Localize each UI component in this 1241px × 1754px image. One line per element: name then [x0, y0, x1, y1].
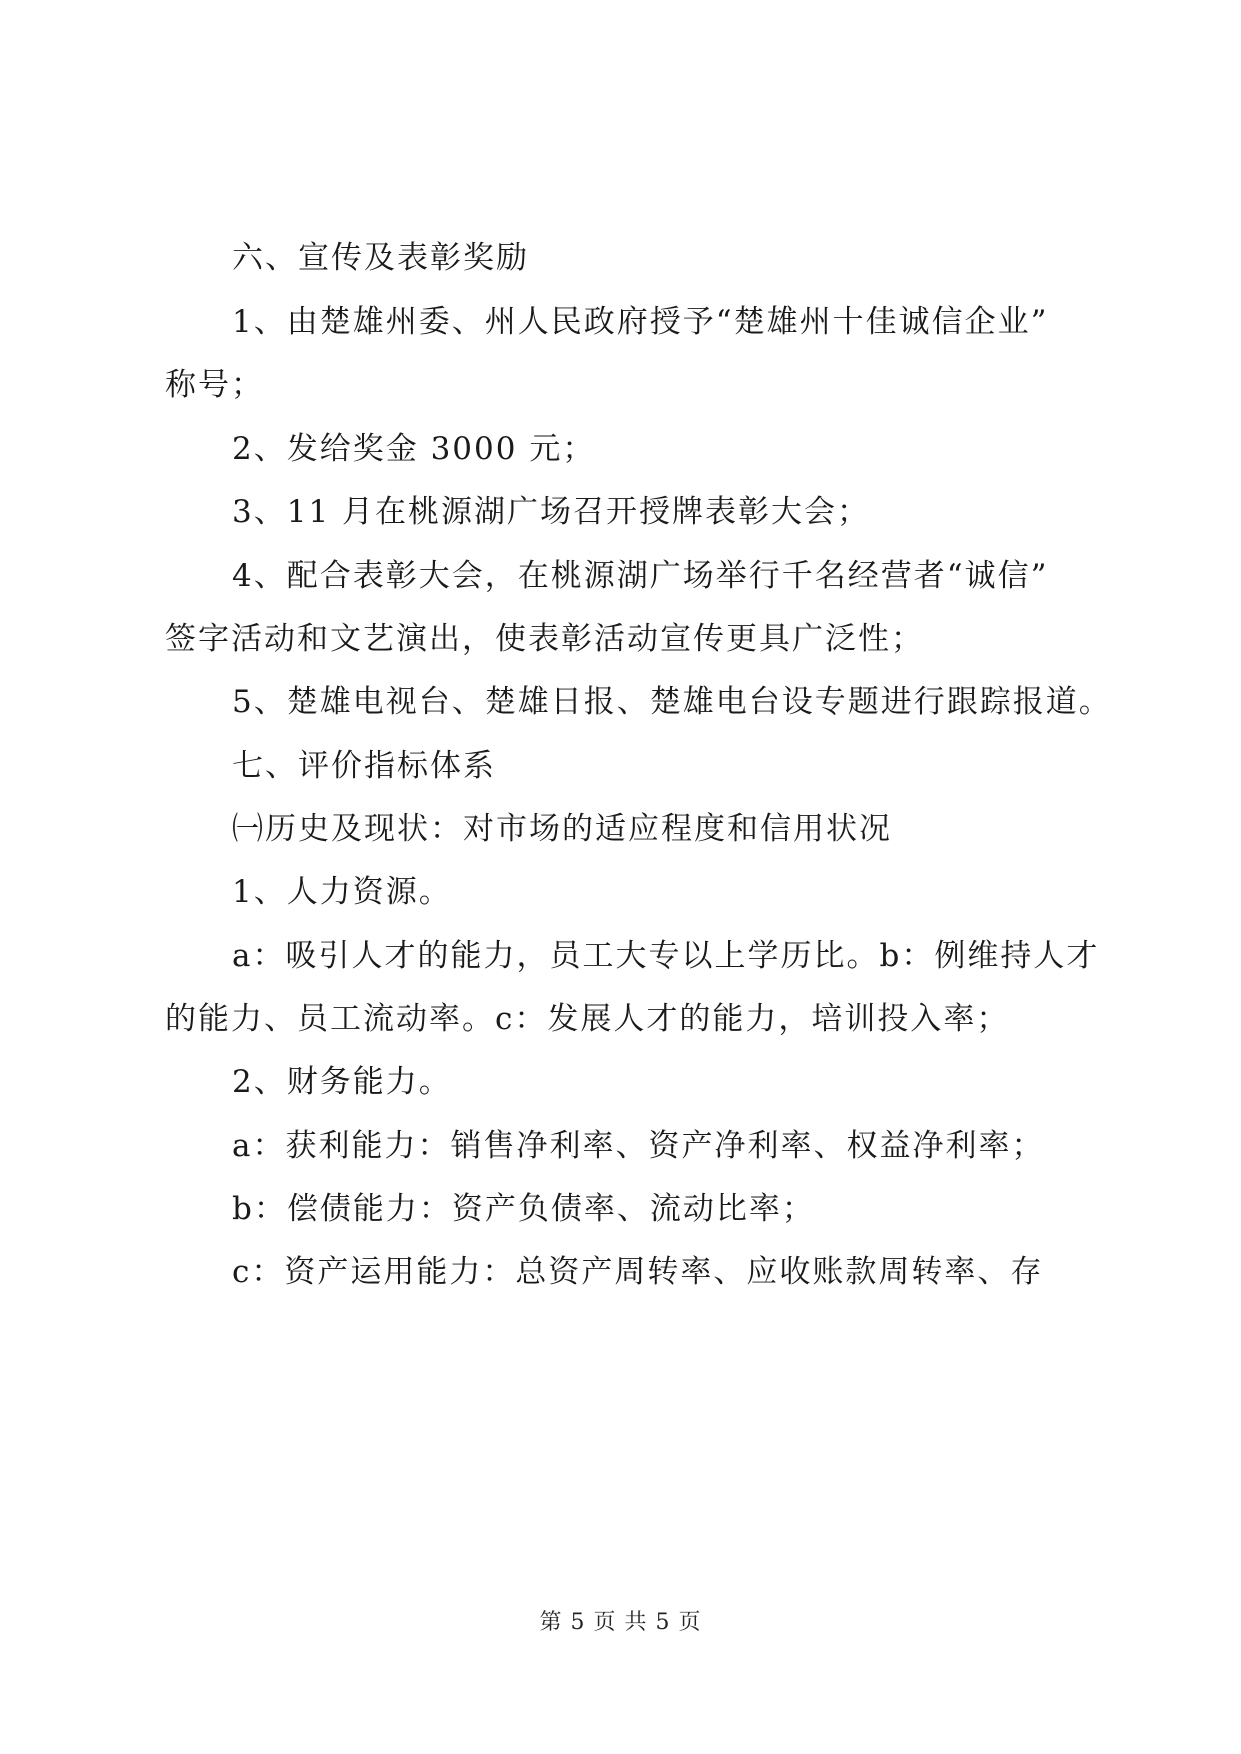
- paragraph-line: 2、财务能力。: [232, 1064, 452, 1100]
- paragraph-line: 3、11 月在桃源湖广场召开授牌表彰大会；: [232, 494, 871, 530]
- paragraph-line: 4、配合表彰大会，在桃源湖广场举行千名经营者“诚信”: [232, 558, 1049, 594]
- subsection-heading: ㈠历史及现状：对市场的适应程度和信用状况: [232, 811, 892, 847]
- section-heading-evaluation-index: 七、评价指标体系: [232, 748, 496, 784]
- paragraph-line: 1、人力资源。: [232, 874, 452, 910]
- paragraph-line: a：吸引人才的能力，员工大专以上学历比。b：例维持人才: [232, 938, 1100, 974]
- paragraph-line: 2、发给奖金 3000 元；: [232, 431, 596, 467]
- paragraph-line: 的能力、员工流动率。c：发展人才的能力，培训投入率；: [165, 1001, 1010, 1037]
- paragraph-line: 5、楚雄电视台、楚雄日报、楚雄电台设专题进行跟踪报道。: [232, 684, 1112, 720]
- page-number-footer: 第 5 页 共 5 页: [539, 1610, 702, 1635]
- paragraph-line: 称号；: [165, 367, 264, 403]
- paragraph-line: c：资产运用能力：总资产周转率、应收账款周转率、存: [232, 1254, 1044, 1290]
- paragraph-line: a：获利能力：销售净利率、资产净利率、权益净利率；: [232, 1128, 1045, 1164]
- paragraph-line: 签字活动和文艺演出，使表彰活动宣传更具广泛性；: [165, 621, 924, 657]
- paragraph-line: b：偿债能力：资产负债率、流动比率；: [232, 1191, 815, 1227]
- section-heading-publicity-awards: 六、宣传及表彰奖励: [232, 240, 529, 276]
- paragraph-line: 1、由楚雄州委、州人民政府授予“楚雄州十佳诚信企业”: [232, 304, 1049, 340]
